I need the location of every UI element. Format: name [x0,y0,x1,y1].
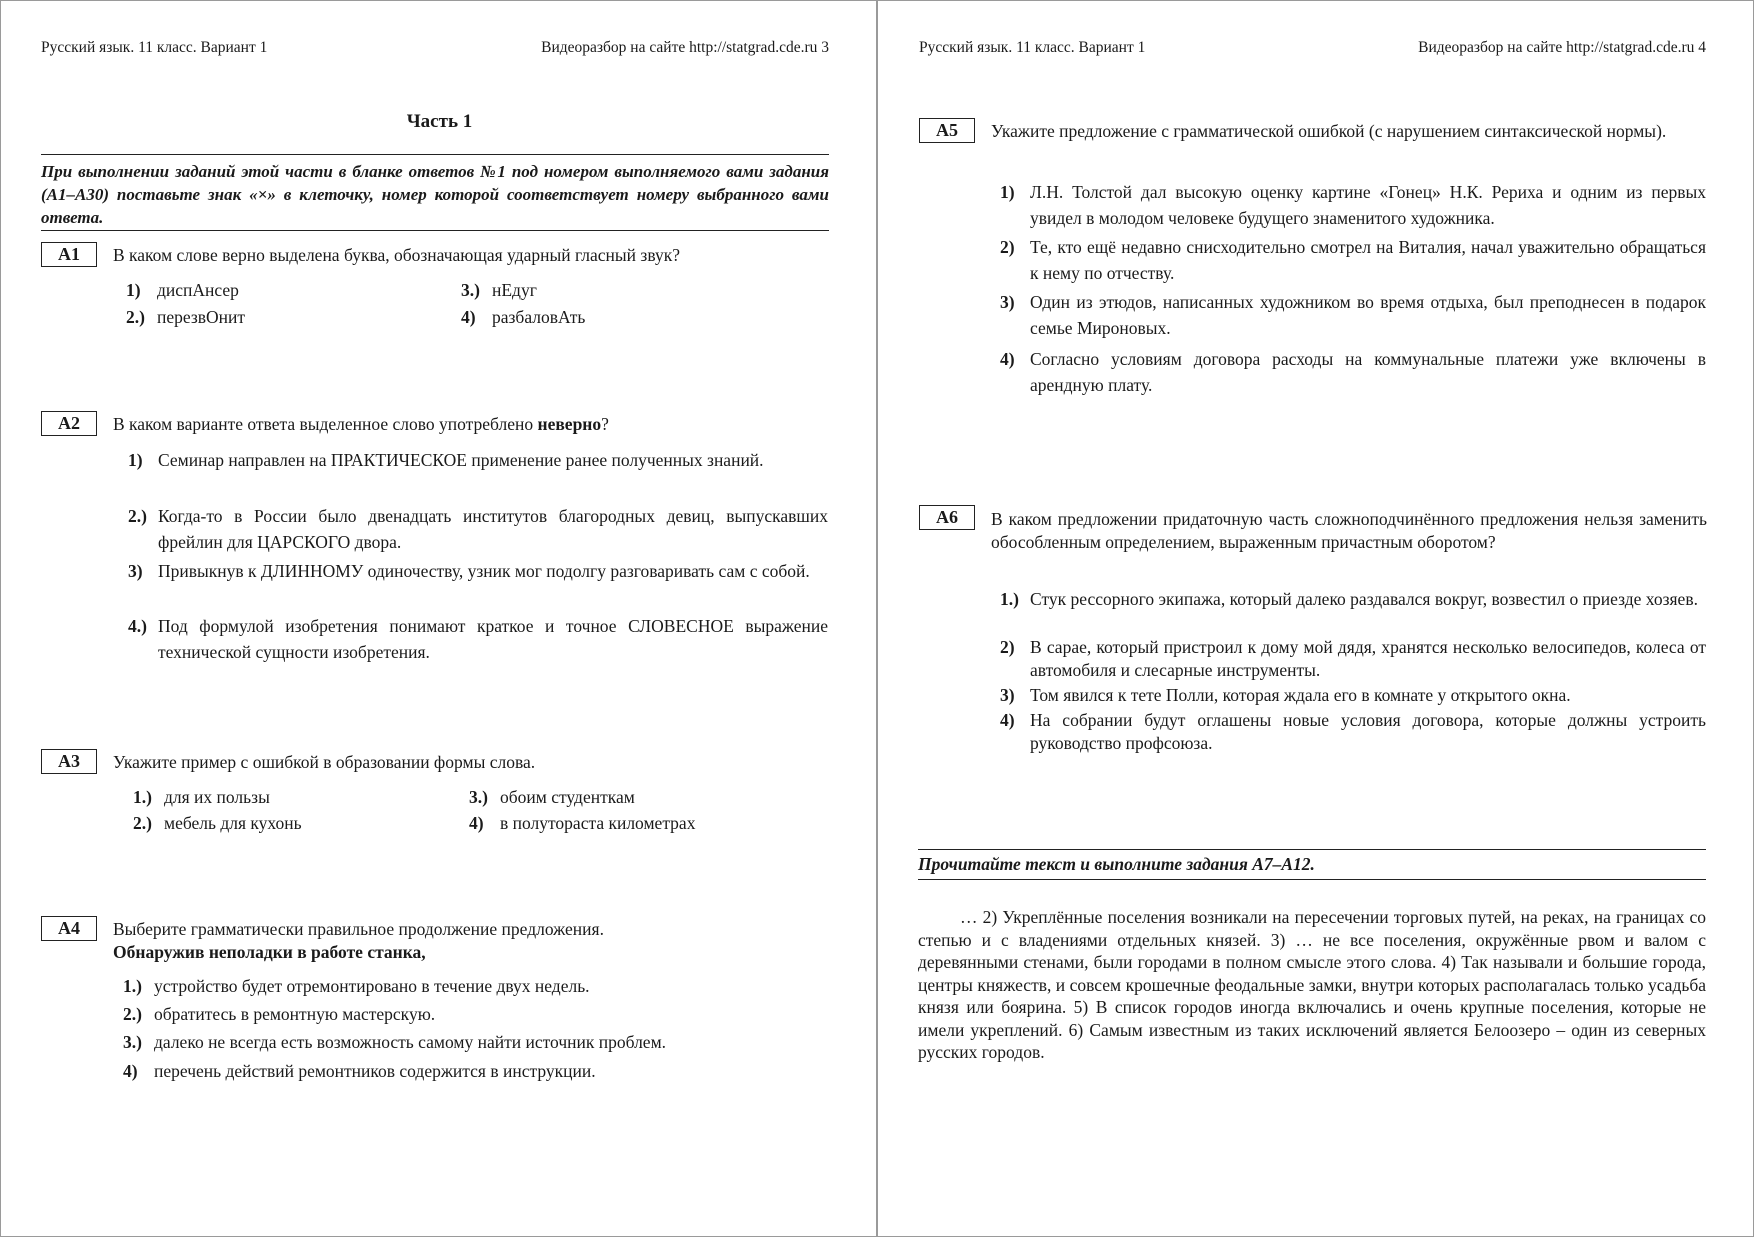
option-number: 3.) [469,787,488,807]
option-text: перечень действий ремонтников содержится в инструкции. [154,1061,596,1081]
question-text: В каком варианте ответа выделенное слово употреблено [113,414,538,434]
option-text: Те, кто ещё недавно снисходительно смотрел на Виталия, начал уважительно обращаться к нему по отчеству. [1030,237,1706,283]
option-text: в полутораста километрах [500,813,696,833]
task-a4-option-4[interactable] [123,1058,596,1085]
question-bold: неверно [537,414,602,434]
task-a1-tag: А1 [41,242,97,267]
task-a5-option-3[interactable] [1000,289,1706,341]
option-number: 2.) [126,307,145,327]
task-a2-tag: А2 [41,411,97,436]
task-a5-tag: А5 [919,118,975,143]
option-number: 3) [1000,292,1015,312]
instruction-text: При выполнении заданий этой части в бланке ответов №1 под номером выполняемого вами задания (А1–А30) поставьте знак «×» в клеточку, номер которой соответствует номеру выбранного вами ответа. [41,162,829,227]
option-text: обоим студенткам [500,787,635,807]
task-a4-option-2[interactable] [123,1001,435,1028]
reading-passage: … 2) Укреплённые поселения возникали на пересечении торговых путей, на реках, на границах со степью и с владениями отдельных князей. 3) … не все поселения, окружённые рвом и валом с деревянными стенами, были городами в полном смысле этого слова. 4) Так называли и большие города, центры княжеств, и совсем крошечные феодальные замки, внутри которых располагалась только усадьба князя или боярина. 5) В список городов иногда включались и очень крупные поселения, которые не имели укреплений. 6) Самым известным из таких исключений является Белоозеро – один из северных русских городов. [918,907,1706,1062]
option-number: 4) [461,307,476,327]
rule-bottom [41,230,829,231]
rule-read-bottom [918,879,1706,880]
task-a4-question: Выберите грамматически правильное продолжение предложения. [113,919,604,939]
rule-read-top [918,849,1706,850]
question-end: ? [601,414,609,434]
option-number: 1) [128,450,143,470]
option-number: 2.) [133,813,152,833]
option-number: 1.) [1000,589,1019,609]
task-a4-tag: А4 [41,916,97,941]
option-number: 2.) [128,506,147,526]
option-text: Л.Н. Толстой дал высокую оценку картине «Гонец» Н.К. Рериха и одним из первых увидел в молодом человеке будущего знаменитого художника. [1030,182,1706,228]
task-a1-question: В каком слове верно выделена буква, обозначающая ударный гласный звук? [113,245,680,265]
task-a2-option-1[interactable] [128,447,828,473]
task-a6-tag: А6 [919,505,975,530]
option-number: 3.) [123,1032,142,1052]
task-a6-option-3[interactable] [1000,684,1706,707]
task-a6-option-4[interactable] [1000,709,1706,755]
option-number: 3) [128,561,143,581]
option-text: обратитесь в ремонтную мастерскую. [154,1004,436,1024]
option-text: Привыкнув к ДЛИННОМУ одиночеству, узник мог подолгу разговаривать сам с собой. [158,561,810,581]
option-text: Стук рессорного экипажа, который далеко раздавался вокруг, возвестил о приезде хозяев. [1030,589,1698,609]
page-header-right: Видеоразбор на сайте http://statgrad.cde.ru 4 [1418,39,1706,56]
task-a6-question: В каком предложении придаточную часть сложноподчинённого предложения нельзя заменить обособленным определением, выраженным причастным оборотом? [991,509,1707,552]
option-number: 4) [1000,710,1015,730]
task-a2-option-4[interactable] [128,613,828,665]
task-a5-question: Укажите предложение с грамматической ошибкой (с нарушением синтаксической нормы). [991,121,1667,141]
task-a6-option-2[interactable] [1000,636,1706,682]
task-a3-option-2[interactable] [133,810,302,837]
task-a1-option-2[interactable] [126,304,245,331]
task-a3-option-3[interactable] [469,784,635,811]
task-a1-option-1[interactable] [126,277,239,304]
rule-top [41,154,829,155]
option-text: В сарае, который пристроил к дому мой дядя, хранятся несколько велосипедов, колеса от автомобиля и слесарные инструменты. [1030,637,1706,680]
task-a2-question [113,413,829,436]
page-header-left: Русский язык. 11 класс. Вариант 1 [919,39,1146,56]
option-text: мебель для кухонь [164,813,302,833]
option-text: далеко не всегда есть возможность самому найти источник проблем. [154,1032,667,1052]
option-text: для их пользы [164,787,270,807]
option-text: разбаловАть [492,307,586,327]
task-a3-option-1[interactable] [133,784,270,811]
task-a3-option-4[interactable] [469,810,695,837]
option-number: 1.) [123,976,142,996]
task-a1-option-4[interactable] [461,304,585,331]
option-number: 4) [469,813,484,833]
task-a4-sentence-start: Обнаружив неполадки в работе станка, [113,942,426,962]
option-number: 2) [1000,637,1015,657]
reading-task-header: Прочитайте текст и выполните задания А7–А12. [918,854,1315,874]
option-text: Один из этюдов, написанных художником во время отдыха, был преподнесен в подарок семье Мироновых. [1030,292,1706,338]
option-text: Под формулой изобретения понимают краткое и точное СЛОВЕСНОЕ выражение технической сущности изобретения. [158,616,828,662]
option-text: Семинар направлен на ПРАКТИЧЕСКОЕ применение ранее полученных знаний. [158,450,764,470]
task-a1-option-3[interactable] [461,277,537,304]
task-a5-option-1[interactable] [1000,179,1706,231]
page-header-right: Видеоразбор на сайте http://statgrad.cde.ru 3 [541,39,829,56]
option-number: 1) [126,280,141,300]
option-text: перезвОнит [157,307,246,327]
option-text: На собрании будут оглашены новые условия договора, которые должны устроить руководство профсоюза. [1030,710,1706,753]
option-text: устройство будет отремонтировано в течение двух недель. [154,976,590,996]
option-text: Когда-то в России было двенадцать институтов благородных девиц, выпускавших фрейлин для ЦАРСКОГО двора. [158,506,828,552]
page-header-left: Русский язык. 11 класс. Вариант 1 [41,39,268,56]
page-4 [877,0,1754,1237]
option-number: 4) [123,1061,138,1081]
option-number: 2) [1000,237,1015,257]
task-a3-question: Укажите пример с ошибкой в образовании формы слова. [113,752,536,772]
option-number: 2.) [123,1004,142,1024]
task-a3-tag: А3 [41,749,97,774]
option-text: Согласно условиям договора расходы на коммунальные платежи уже включены в арендную плату. [1030,349,1706,395]
option-number: 1) [1000,182,1015,202]
task-a6-option-1[interactable] [1000,588,1706,611]
option-number: 4) [1000,349,1015,369]
option-number: 1.) [133,787,152,807]
task-a2-option-2[interactable] [128,503,828,555]
task-a2-option-3[interactable] [128,558,828,584]
option-number: 3) [1000,685,1015,705]
part-title: Часть 1 [406,111,473,132]
option-number: 4.) [128,616,147,636]
task-a5-option-2[interactable] [1000,234,1706,286]
task-a4-option-1[interactable] [123,973,590,1000]
option-text: нЕдуг [492,280,537,300]
option-text: Том явился к тете Полли, которая ждала его в комнате у открытого окна. [1030,685,1571,705]
task-a4-option-3[interactable] [123,1029,666,1056]
option-text: диспАнсер [157,280,239,300]
task-a5-option-4[interactable] [1000,346,1706,398]
page-3 [0,0,877,1237]
option-number: 3.) [461,280,480,300]
